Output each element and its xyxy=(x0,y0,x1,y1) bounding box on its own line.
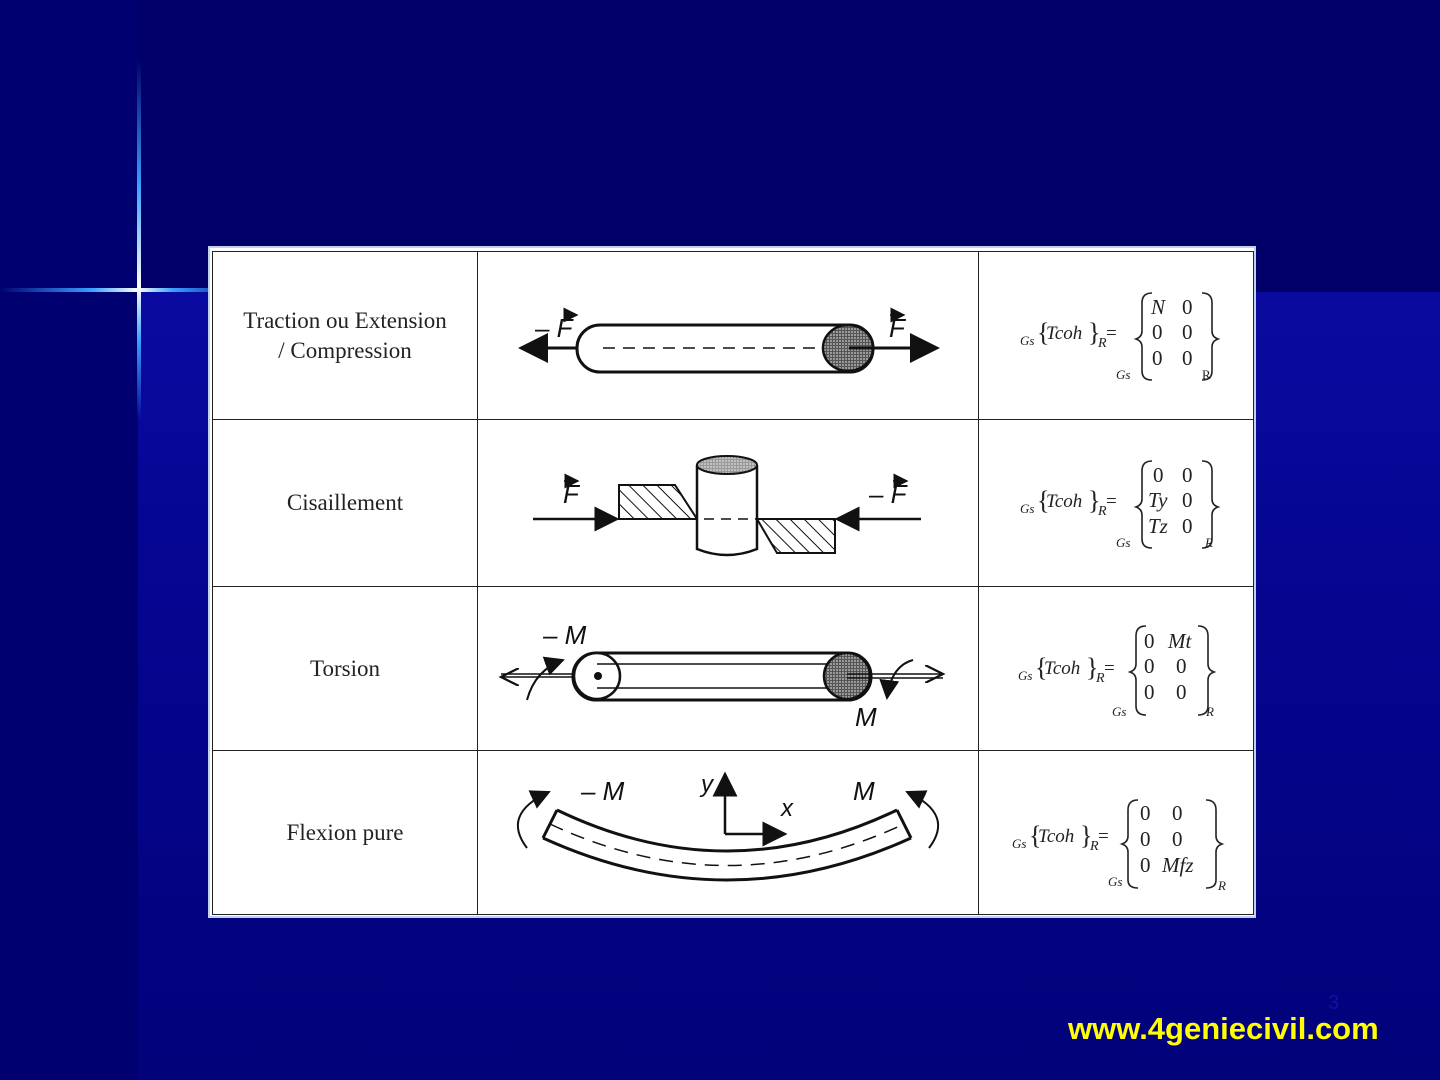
svg-text:=: = xyxy=(1098,825,1109,847)
matrix-corner-right: R xyxy=(1205,535,1213,550)
matrix-subscript: R xyxy=(1098,335,1107,351)
moment-label-left: – M xyxy=(581,775,625,806)
label-line: Flexion pure xyxy=(286,819,404,845)
matrix-prefix: Gs xyxy=(1012,835,1027,851)
matrix-cisaillement xyxy=(979,420,1254,587)
torsor-matrix xyxy=(980,752,1252,914)
figure-torsion xyxy=(478,587,979,751)
matrix-cell: 0 xyxy=(1144,628,1155,653)
matrix-symbol: Tcoh xyxy=(1046,491,1083,512)
matrix-corner-right: R xyxy=(1202,366,1211,382)
stress-types-table xyxy=(208,246,1256,918)
matrix-cell: 0 xyxy=(1144,653,1155,678)
moment-arrow-left xyxy=(527,660,563,700)
matrix-cell: 0 xyxy=(1172,826,1183,851)
star-flare-vertical xyxy=(137,60,141,420)
matrix-traction xyxy=(979,251,1254,420)
matrix-symbol: Tcoh xyxy=(1038,825,1075,847)
moment-arrow-right xyxy=(907,792,938,848)
matrix-cell: 0 xyxy=(1182,463,1193,487)
row-label-torsion xyxy=(212,587,478,751)
matrix-cell: 0 xyxy=(1140,852,1151,877)
torsion-diagram xyxy=(479,588,977,750)
matrix-corner-right: R xyxy=(1206,703,1214,719)
shear-plate-left xyxy=(619,485,697,519)
svg-text:{: { xyxy=(1035,652,1048,682)
pin-top xyxy=(697,456,757,474)
website-link[interactable]: www.4geniecivil.com xyxy=(1068,1011,1379,1046)
force-label-left: F xyxy=(563,479,579,509)
y-axis-label: y xyxy=(701,770,713,798)
matrix-cell: Mt xyxy=(1168,628,1192,653)
moment-label-left: – M xyxy=(543,619,587,650)
pin-body xyxy=(697,465,757,555)
moment-label-right: M xyxy=(853,775,875,806)
moment-arrow-right xyxy=(887,660,913,698)
matrix-flexion xyxy=(979,751,1254,915)
svg-text:=: = xyxy=(1104,657,1115,679)
matrix-cell: Mfz xyxy=(1162,852,1194,877)
slide-page-number: 3 xyxy=(1328,992,1340,1014)
matrix-symbol: Tcoh xyxy=(1046,322,1083,344)
bending-diagram xyxy=(479,752,977,914)
matrix-prefix: Gs xyxy=(1020,501,1035,516)
matrix-subscript: R xyxy=(1098,504,1107,519)
svg-text:{: { xyxy=(1029,820,1042,850)
matrix-cell: Ty xyxy=(1148,488,1168,512)
force-label-right: – F xyxy=(869,479,907,509)
matrix-cell: 0 xyxy=(1140,826,1151,851)
matrix-cell: 0 xyxy=(1182,319,1193,344)
force-label-left: – F xyxy=(535,312,573,343)
shear-diagram xyxy=(479,421,977,585)
matrix-cell: Tz xyxy=(1148,514,1168,538)
svg-text:{: { xyxy=(1037,317,1050,347)
shaft-section xyxy=(824,653,870,699)
figure-flexion xyxy=(478,751,979,915)
matrix-cell: 0 xyxy=(1176,653,1187,678)
matrix-subscript: R xyxy=(1090,838,1099,854)
svg-text:=: = xyxy=(1106,322,1117,344)
matrix-cell: 0 xyxy=(1172,800,1183,825)
matrix-cell: 0 xyxy=(1144,679,1155,704)
row-label-traction xyxy=(212,251,478,420)
force-label-right: F xyxy=(889,312,905,343)
svg-text:}: } xyxy=(1088,486,1101,515)
matrix-cell: 0 xyxy=(1152,319,1163,344)
matrix-cell: 0 xyxy=(1182,488,1193,512)
star-flare-horizontal xyxy=(0,288,230,292)
matrix-corner-left: Gs xyxy=(1116,366,1131,382)
matrix-subscript: R xyxy=(1096,670,1105,686)
label-line: Torsion xyxy=(310,655,380,681)
matrix-cell: 0 xyxy=(1176,679,1187,704)
row-label-cisaillement xyxy=(212,420,478,587)
torsor-matrix xyxy=(980,253,1252,419)
matrix-corner-left: Gs xyxy=(1112,703,1127,719)
matrix-torsion xyxy=(979,587,1254,751)
svg-text:=: = xyxy=(1106,491,1117,512)
matrix-prefix: Gs xyxy=(1018,667,1033,683)
label-line: Traction ou Extension xyxy=(243,307,447,333)
x-axis-label: x xyxy=(781,794,793,822)
svg-text:}: } xyxy=(1086,652,1099,682)
matrix-cell: 0 xyxy=(1182,345,1193,370)
matrix-cell: 0 xyxy=(1153,463,1164,487)
moment-label-right: M xyxy=(855,701,877,732)
matrix-cell: N xyxy=(1151,294,1166,319)
matrix-corner-left: Gs xyxy=(1116,535,1131,550)
svg-text:}: } xyxy=(1080,820,1093,850)
figure-cisaillement xyxy=(478,420,979,587)
matrix-cell: 0 xyxy=(1182,514,1193,538)
matrix-cell: 0 xyxy=(1182,294,1193,319)
matrix-prefix: Gs xyxy=(1020,332,1035,348)
shear-plate-right xyxy=(757,519,835,553)
matrix-symbol: Tcoh xyxy=(1044,657,1081,679)
matrix-corner-left: Gs xyxy=(1108,873,1123,889)
svg-text:}: } xyxy=(1088,317,1101,347)
row-label-flexion xyxy=(212,751,478,915)
matrix-cell: 0 xyxy=(1140,800,1151,825)
label-line: Cisaillement xyxy=(286,490,404,515)
traction-diagram xyxy=(479,253,977,419)
torsor-matrix xyxy=(980,421,1252,585)
matrix-corner-right: R xyxy=(1218,877,1226,893)
svg-text:{: { xyxy=(1037,486,1050,515)
beam-top xyxy=(557,810,897,851)
background-left-band xyxy=(0,0,138,1080)
figure-traction xyxy=(478,251,979,420)
label-line: / Compression xyxy=(278,337,412,363)
torsor-matrix xyxy=(980,588,1252,750)
matrix-cell: 0 xyxy=(1152,345,1163,370)
